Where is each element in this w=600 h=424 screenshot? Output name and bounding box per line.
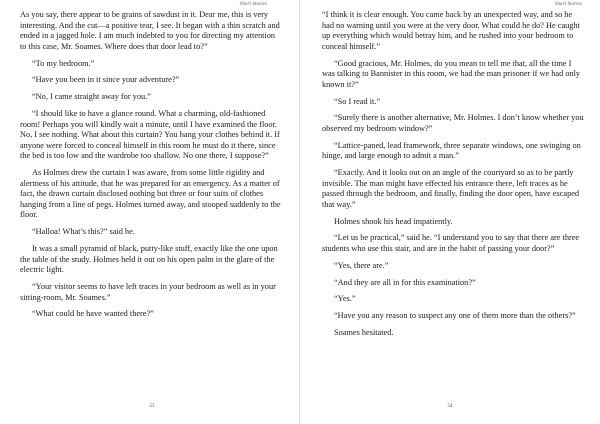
paragraph: Holmes shook his head impatiently. (334, 216, 453, 226)
paragraph: Soames hesitated. (334, 327, 394, 337)
paragraph: “Yes, there are.” (334, 260, 389, 270)
paragraph: It was a small pyramid of black, putty-like stuff, exactly like the one upon the table of the study. Holmes held it out on his open palm in the glare of the electric light. (20, 244, 278, 275)
running-head: Short Stories (554, 2, 582, 7)
paragraph: “Exactly. And it looks out on an angle of the courtyard so as to be partly invisible. The man might have effected his entrance there, left traces as he passed through the bedroom, and finally, finding the door open, have escaped that way.” (322, 168, 580, 209)
paragraph: “Have you any reason to suspect any one of them more than the others?” (334, 311, 576, 321)
paragraph: “Surely there is another alternative, Mr. Holmes. I don’t know whether you observed my bedroom window?” (322, 113, 584, 133)
paragraph: “What could he have wanted there?” (32, 309, 154, 319)
paragraph: “And they are all in for this examination?” (334, 277, 476, 287)
paragraph: As you say, there appear to be grains of sawdust in it. Dear me, this is very interesting. And the cut—a positive tear, I see. It began with a thin scratch and ended in a jagged hole. I am much indebted to you for directing my attention to this case, Mr. Soames. Where does that door lead to?” (20, 10, 280, 51)
page-number: 54 (447, 404, 453, 409)
paragraph: “To my bedroom.” (32, 58, 95, 68)
paragraph: “I think it is clear enough. You came back by an unexpected way, and so he had no warning until you were at the very door. What could he do? He caught up everything which would betray him, and he rushed into your bedroom to conceal himself.” (322, 10, 580, 51)
paragraph: “Your visitor seems to have left traces in your bedroom as well as in your sitting-room, Mr. Soames.” (20, 281, 276, 302)
paragraph: “I should like to have a glance round. What a charming, old-fashioned room! Perhaps you will kindly wait a minute, until I have examined the floor. No, I see nothing. What about this curtain? You hang your clothes behind it. If anyone were forced to conceal himself in this room he must do it there, since the bed is too low and the wardrobe too shallow. No one there, I suppose?” (20, 108, 280, 161)
running-head: Short Stories (239, 2, 267, 7)
right-page (300, 0, 600, 424)
paragraph: As Holmes drew the curtain I was aware, from some little rigidity and alertness of his attitude, that he was prepared for an emergency. As a matter of fact, the drawn curtain disclosed nothing but three or four suits of clothes hanging from a line of pegs. Holmes turned away, and stooped suddenly to the floor. (20, 168, 281, 220)
paragraph: “Good gracious, Mr. Holmes, do you mean to tell me that, all the time I was talking to Bannister in this room, we had the man prisoner if we had only known it?” (322, 58, 581, 89)
paragraph: “Have you been in it since your adventure?” (32, 75, 180, 85)
paragraph: “Let us be practical,” said he. “I understand you to say that there are three students who use this stair, and are in the habit of passing your door?” (322, 233, 580, 253)
page-text (20, 10, 282, 326)
page-text (322, 10, 584, 345)
paragraph: “No, I came straight away for you.” (32, 92, 151, 102)
paragraph: “Yes.” (334, 294, 356, 304)
page-number: 53 (149, 404, 155, 409)
paragraph: “Halloa! What’s this?” said he. (32, 227, 135, 237)
paragraph: “Lattice-paned, lead framework, three separate windows, one swinging on hinge, and large enough to admit a man.” (322, 140, 581, 161)
paragraph: “So I read it.” (334, 96, 381, 106)
